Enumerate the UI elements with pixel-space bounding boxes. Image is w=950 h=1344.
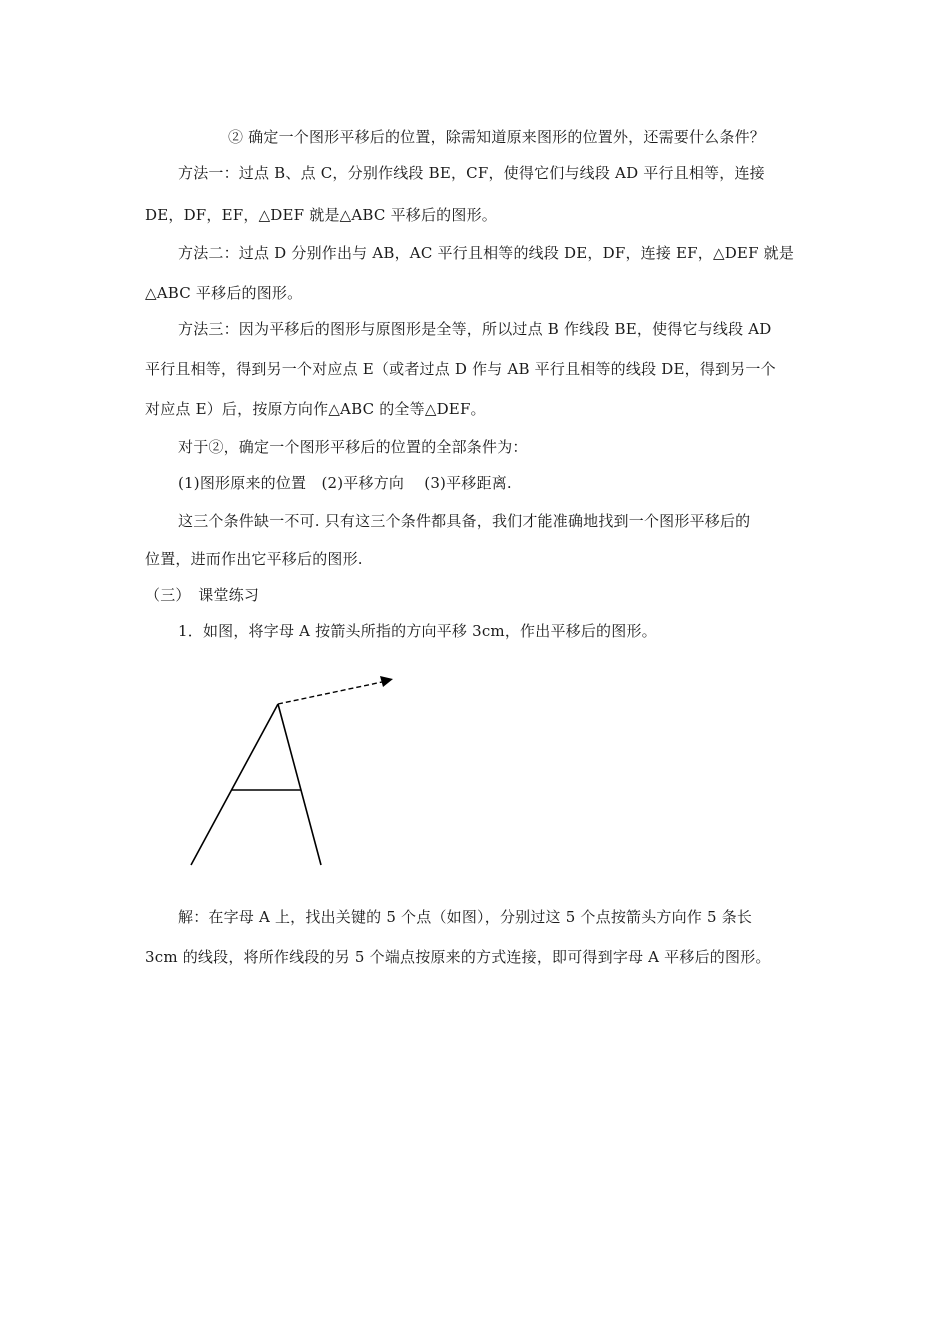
text-line-method1-a: 方法一：过点 B、点 C，分别作线段 BE，CF，使得它们与线段 AD 平行且相等，连接 — [178, 164, 765, 182]
translation-arrow-shaft — [278, 682, 382, 704]
text-line-exercise-1: 1．如图，将字母 A 按箭头所指的方向平移 3cm，作出平移后的图形。 — [178, 622, 657, 640]
text-line-solution-b: 3cm 的线段，将所作线段的另 5 个端点按原来的方式连接，即可得到字母 A 平移后的图形。 — [145, 948, 771, 966]
letter-a-translation-figure — [180, 668, 410, 873]
text-line-method3-b: 平行且相等，得到另一个对应点 E（或者过点 D 作与 AB 平行且相等的线段 DE，得到另一个 — [145, 360, 776, 378]
section-heading-practice: （三） 课堂练习 — [145, 586, 260, 604]
text-line-question: ② 确定一个图形平移后的位置，除需知道原来图形的位置外，还需要什么条件？ — [228, 128, 765, 146]
text-line-method3-c: 对应点 E）后，按原方向作△ABC 的全等△DEF。 — [145, 400, 486, 418]
translation-arrow-head — [380, 676, 393, 687]
letter-a-left-stroke — [191, 704, 278, 865]
text-line-summary-a: 这三个条件缺一不可. 只有这三个条件都具备，我们才能准确地找到一个图形平移后的 — [178, 512, 751, 530]
text-line-solution-a: 解：在字母 A 上，找出关键的 5 个点（如图），分别过这 5 个点按箭头方向作 5 条长 — [178, 908, 753, 926]
text-line-method3-a: 方法三：因为平移后的图形与原图形是全等，所以过点 B 作线段 BE，使得它与线段 AD — [178, 320, 772, 338]
text-line-method2-b: △ABC 平移后的图形。 — [145, 284, 303, 302]
letter-a-right-stroke — [278, 704, 321, 865]
text-line-method1-b: DE，DF，EF，△DEF 就是△ABC 平移后的图形。 — [145, 206, 497, 224]
text-line-method2-a: 方法二：过点 D 分别作出与 AB，AC 平行且相等的线段 DE，DF，连接 EF，△DEF 就是 — [178, 244, 795, 262]
text-line-conditions-list: (1)图形原来的位置 (2)平移方向 (3)平移距离. — [178, 474, 512, 492]
text-line-summary-b: 位置，进而作出它平移后的图形. — [145, 550, 363, 568]
text-line-conditions-intro: 对于②，确定一个图形平移后的位置的全部条件为： — [178, 438, 528, 456]
